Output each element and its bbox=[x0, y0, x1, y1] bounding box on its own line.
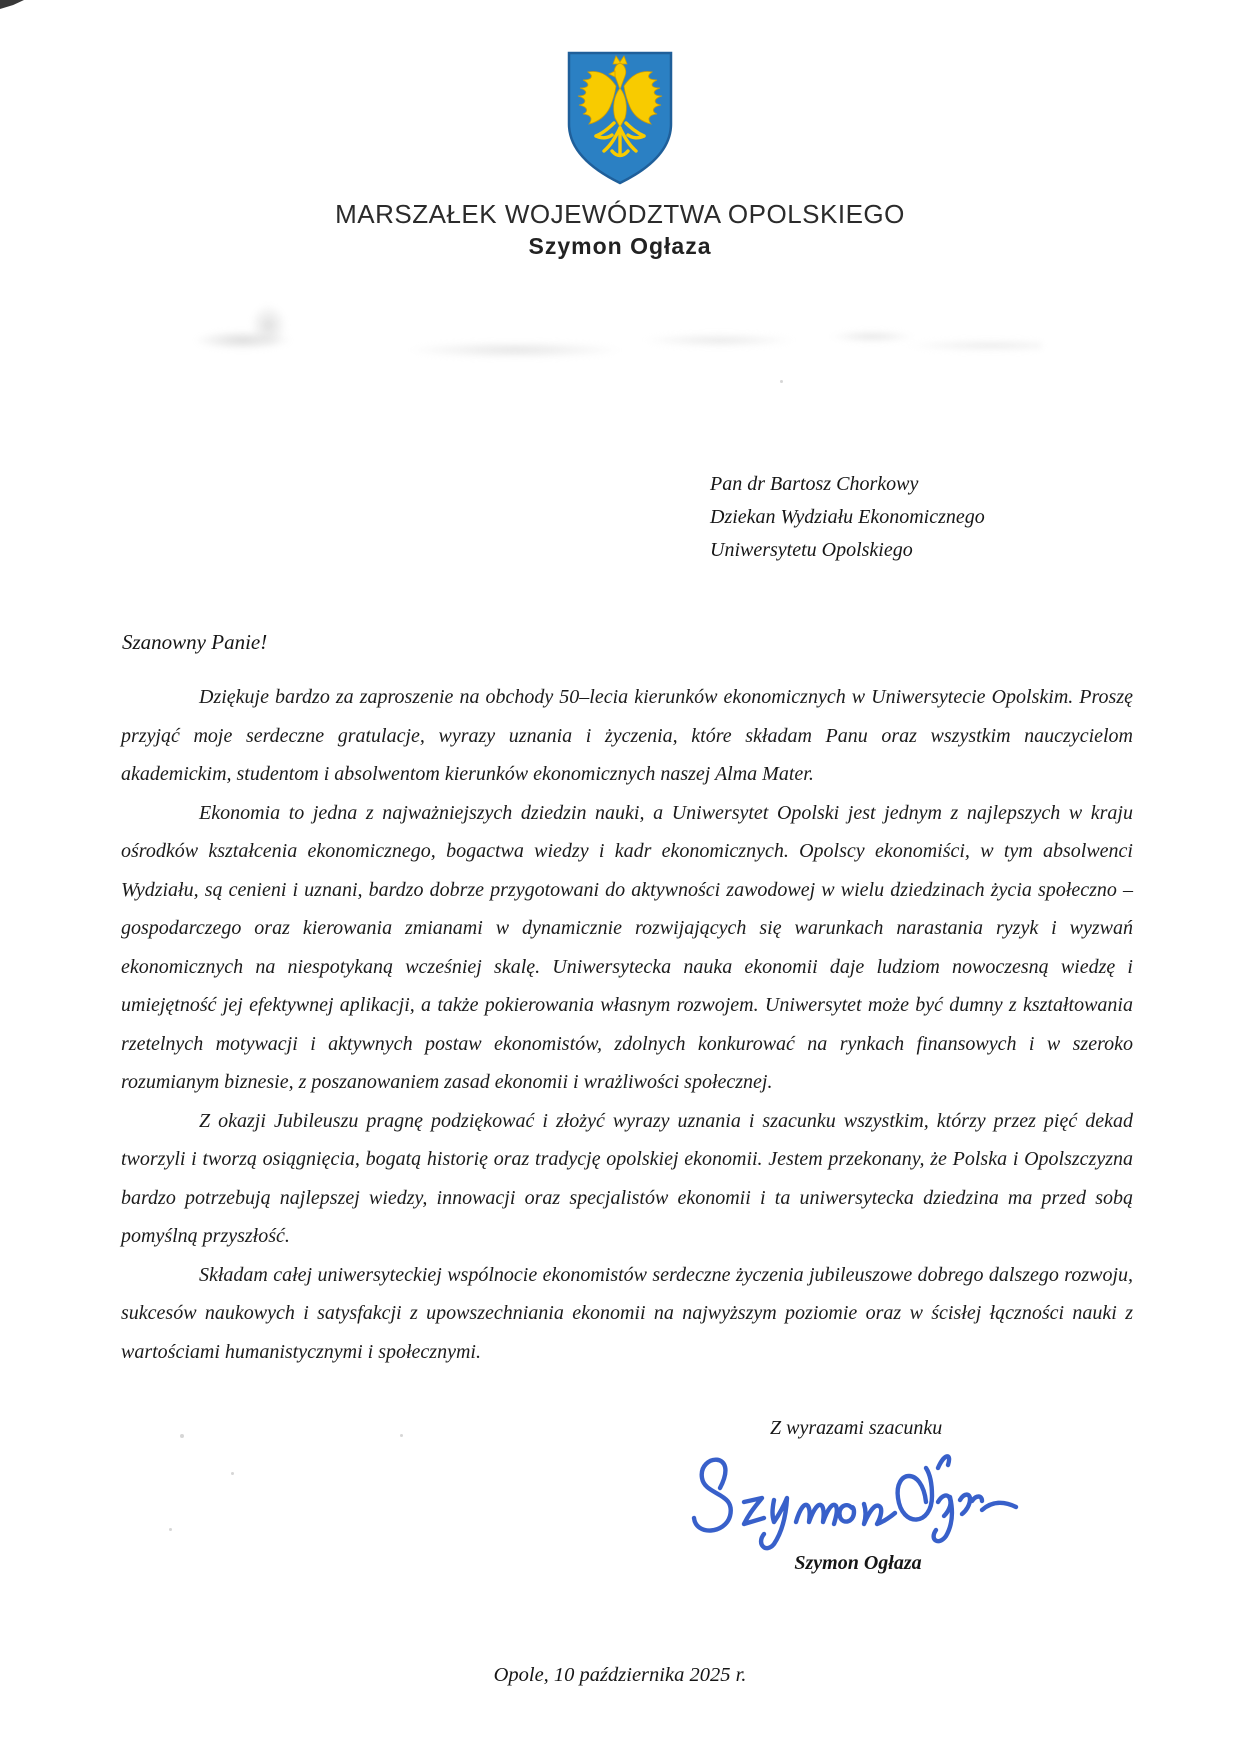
office-title: MARSZAŁEK WOJEWÓDZTWA OPOLSKIEGO bbox=[335, 199, 905, 229]
closing-phrase: Z wyrazami szacunku bbox=[770, 1417, 943, 1439]
office-holder-name: Szymon Ogłaza bbox=[528, 233, 712, 259]
place-date-line: Opole, 10 października 2025 r. bbox=[493, 1664, 747, 1686]
body-paragraph: Składam całej uniwersyteckiej wspólnocie ekonomistów serdeczne życzenia jubileuszowe dobrego dalszego rozwoju, sukcesów naukowych i satysfakcji z upowszechniania ekonomii na najwyższym poziomie oraz w ścisłej łączności nauki z wartościami humanistycznymi i społecznymi. bbox=[121, 1263, 1133, 1363]
scan-watermark-smudge bbox=[192, 299, 1042, 374]
scan-speck bbox=[780, 380, 783, 383]
salutation: Szanowny Panie! bbox=[122, 630, 268, 654]
recipient-line: Dziekan Wydziału Ekonomicznego bbox=[710, 506, 985, 528]
handwritten-signature bbox=[686, 1438, 1022, 1556]
signatory-typed-name: Szymon Ogłaza bbox=[794, 1552, 922, 1574]
scan-speck bbox=[400, 1434, 403, 1437]
recipient-block bbox=[710, 468, 985, 567]
scan-speck bbox=[180, 1434, 184, 1438]
body-paragraph: Dziękuje bardzo za zaproszenie na obchody 50–lecia kierunków ekonomicznych w Uniwersytecie Opolskim. Proszę przyjąć moje serdeczne gratulacje, wyrazy uznania i życzenia, które składam Panu oraz wszystkim nauczycielom akademickim, studentom i absolwentom kierunków ekonomicznych naszej Alma Mater. bbox=[121, 686, 1133, 785]
body-paragraph: Ekonomia to jedna z najważniejszych dziedzin nauki, a Uniwersytet Opolski jest jednym z najlepszych w kraju ośrodków kształcenia ekonomicznego, bogactwa wiedzy i kadr ekonomicznych. Opolscy ekonomiści, w tym absolwenci Wydziału, są cenieni i uznani, bardzo dobrze przygotowani do aktywności zawodowej w wielu dziedzinach życia społeczno –gospodarczego oraz kierowania zmianami w dynamicznie rozwijających się warunkach narastania ryzyk i wyzwań ekonomicznych na niespotykaną wcześniej skalę. Uniwersytecka nauka ekonomii daje ludziom nowoczesną wiedzę i umiejętność jej efektywnej aplikacji, a także pokierowania własnym rozwojem. Uniwersytet może być dumny z kształtowania rzetelnych motywacji i aktywnych postaw ekonomistów, zdolnych konkurować na rynkach finansowych i w szeroko rozumianym biznesie, z poszanowaniem zasad ekonomii i wrażliwości społecznej. bbox=[121, 801, 1133, 1093]
body-paragraph: Z okazji Jubileuszu pragnę podziękować i złożyć wyrazy uznania i szacunku wszystkim, którzy przez pięć dekad tworzyli i tworzą osiągnięcia, bogatą historię oraz tradycję opolskiej ekonomii. Jestem przekonany, że Polska i Opolszczyzna bardzo potrzebują najlepszej wiedzy, innowacji oraz specjalistów ekonomii i ta uniwersytecka dziedzina ma przed sobą pomyślną przyszłość. bbox=[121, 1109, 1133, 1247]
scan-speck bbox=[231, 1472, 234, 1475]
recipient-line: Uniwersytetu Opolskiego bbox=[710, 539, 913, 561]
opole-coat-of-arms-icon bbox=[565, 50, 675, 186]
letter-body bbox=[121, 678, 1133, 1371]
letterhead bbox=[0, 0, 1240, 260]
recipient-line: Pan dr Bartosz Chorkowy bbox=[710, 473, 919, 495]
scan-speck bbox=[169, 1528, 172, 1531]
